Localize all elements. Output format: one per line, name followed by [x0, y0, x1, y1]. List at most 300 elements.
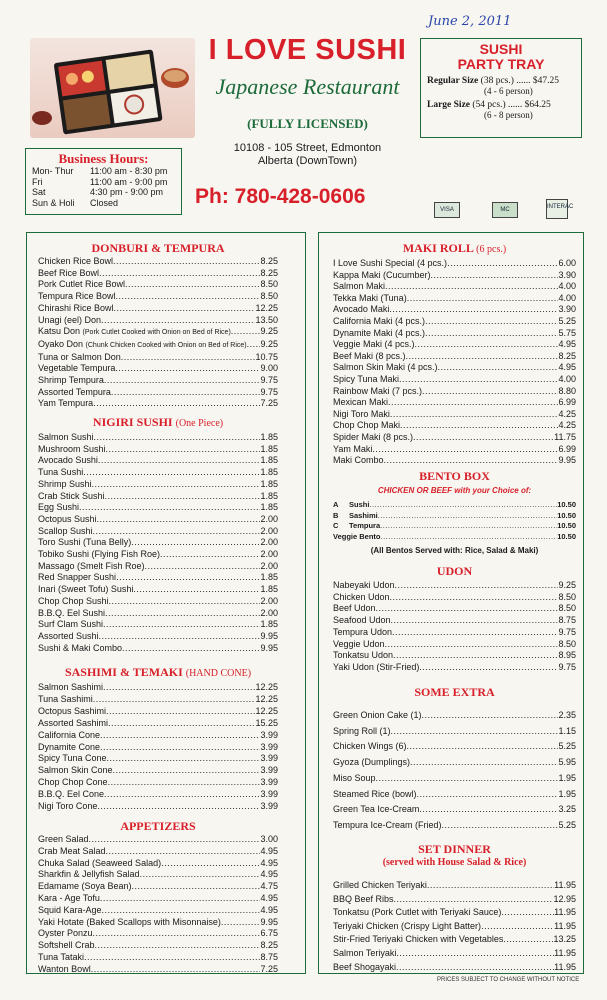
dot-leader [103, 682, 255, 694]
menu-item-price: 1.85 [260, 455, 278, 466]
menu-item [38, 352, 278, 364]
dot-leader [503, 933, 553, 947]
menu-item-name-text: Chuka Salad (Seaweed Salad) [38, 857, 162, 868]
dot-leader [99, 631, 261, 643]
dot-leader [369, 500, 557, 511]
menu-item-name-text: Chicken Rice Bowl [38, 256, 114, 266]
menu-item-name-text: Beef Rice Bowl [38, 267, 100, 278]
menu-item [333, 304, 576, 316]
menu-item-name [38, 398, 93, 410]
section-title-text: SOME EXTRA [414, 685, 495, 699]
menu-item-price: 5.25 [558, 315, 576, 326]
hours-row [32, 177, 175, 188]
regular-size-price: $47.25 [532, 76, 560, 86]
menu-item [333, 627, 576, 639]
dot-leader [384, 455, 559, 467]
hours-time: 11:00 am - 8:30 pm [90, 166, 168, 176]
menu-item-price: 8.25 [260, 940, 278, 951]
menu-item-name-text: Egg Sushi [38, 502, 80, 513]
menu-item [333, 432, 576, 444]
menu-item-name-text: B.B.Q. Eel Cone [38, 789, 105, 800]
hours-row [32, 187, 175, 198]
menu-item-name-text: Tempura Rice Bowl [38, 291, 116, 302]
menu-item-name-text: Salmon Sushi [38, 432, 94, 442]
business-hours-box [25, 148, 182, 215]
dot-leader [400, 420, 558, 432]
menu-item-price: 7.25 [260, 398, 278, 409]
section-title [333, 683, 576, 702]
dot-leader [122, 643, 260, 655]
menu-item-name [333, 444, 372, 456]
large-size-pcs: (54 pcs.) ...... [472, 100, 523, 110]
menu-item-name-text: Spring Roll (1) [333, 725, 391, 736]
menu-item-price: 8.50 [558, 603, 576, 614]
menu-item-name-text: Green Onion Cake (1) [333, 710, 422, 720]
address [205, 142, 410, 168]
dot-leader [425, 316, 558, 328]
menu-item-price: 2.00 [260, 549, 278, 560]
dot-leader [106, 706, 255, 718]
menu-item-name-text: Assorted Sushi [38, 630, 99, 641]
menu-item-price: 2.00 [260, 537, 278, 548]
section-title [333, 842, 576, 856]
dot-leader [93, 694, 256, 706]
menu-item-price: 5.95 [558, 757, 576, 768]
menu-item [333, 933, 576, 947]
section-title-note: (HAND CONE) [185, 668, 252, 679]
dot-leader [113, 765, 261, 777]
dot-leader [106, 846, 261, 858]
dot-leader [380, 521, 557, 532]
section-title-note: (6 pcs.) [476, 244, 507, 255]
menu-item [38, 940, 278, 952]
menu-item-name-text: Shrimp Sushi [38, 478, 92, 489]
menu-item-price: 11.95 [554, 947, 576, 958]
menu-item-name-text: Veggie Maki (4 pcs.) [333, 339, 415, 350]
menu-item-name [38, 514, 97, 526]
menu-item [333, 893, 576, 907]
section-subtitle: (served with House Salad & Rice) [382, 857, 527, 868]
menu-item-name-text: Tekka Maki (Tuna) [333, 292, 407, 303]
menu-item [38, 718, 278, 730]
menu-item-price: 4.95 [260, 904, 278, 915]
menu-item-name-text: Sashimi [349, 510, 378, 520]
dot-leader [104, 375, 261, 387]
menu-item-price: 1.85 [260, 432, 278, 442]
menu-item [333, 639, 576, 651]
menu-item-price: 3.99 [260, 801, 278, 812]
menu-item-name-text: Tempura Ice-Cream (Fried) [333, 819, 442, 830]
menu-item-name [38, 742, 100, 754]
section-subtitle: CHICKEN OR BEEF with your Choice of: [377, 486, 532, 495]
menu-item-name [333, 893, 394, 907]
dot-leader [399, 374, 558, 386]
menu-item-name-text: Chop Chop Maki [333, 420, 401, 431]
menu-item-name-text: Miso Soup [333, 772, 376, 783]
menu-item [333, 879, 576, 893]
menu-item-price: 2.00 [260, 525, 278, 536]
menu-item [333, 374, 576, 386]
menu-item-name [333, 708, 422, 724]
dot-leader [97, 801, 260, 813]
menu-item-name [349, 521, 380, 532]
menu-item [38, 315, 278, 327]
menu-item [38, 303, 278, 315]
menu-item-name [38, 777, 108, 789]
menu-item-name [38, 905, 102, 917]
menu-item-price: 3.99 [260, 765, 278, 776]
menu-item-name-text: Maki Combo [333, 455, 384, 466]
dot-leader [114, 303, 256, 315]
bento-letter: B [333, 510, 339, 520]
dot-leader [102, 905, 261, 917]
menu-item-price: 9.95 [260, 630, 278, 641]
large-size-label: Large Size [427, 100, 471, 110]
menu-item-price: 15.25 [255, 717, 278, 728]
dot-leader [104, 789, 260, 801]
menu-item-name-text: Chop Chop Cone [38, 777, 108, 788]
menu-item [333, 258, 576, 270]
menu-item [38, 905, 278, 917]
menu-item [333, 920, 576, 934]
menu-item [38, 268, 278, 280]
menu-item-name [38, 765, 113, 777]
menu-item-name-text: Sharkfin & Jellyfish Salad [38, 869, 140, 880]
dot-leader [99, 268, 260, 280]
dot-leader [133, 584, 260, 596]
menu-item-name-text: Gyoza (Dumplings) [333, 757, 411, 768]
dot-leader [103, 619, 260, 631]
dot-leader [419, 802, 558, 818]
menu-item-name [333, 603, 376, 615]
regular-size-pcs: (38 pcs.) ...... [480, 76, 531, 86]
menu-item-price: 8.50 [260, 279, 278, 290]
dot-leader [100, 893, 261, 905]
menu-item-name-text: Octopus Sashimi [38, 705, 107, 716]
menu-item-price: 8.25 [558, 350, 576, 361]
menu-item-name-text: Salmon Maki [333, 281, 386, 292]
menu-item-name-text: Chicken Udon [333, 591, 390, 602]
menu-item-price: 7.25 [260, 963, 278, 974]
menu-item-price: 9.75 [558, 626, 576, 637]
menu-item-name-text: Yam Tempura [38, 398, 94, 409]
menu-item [38, 952, 278, 964]
menu-item-name [38, 387, 111, 399]
party-tray-title-2: PARTY TRAY [457, 56, 545, 72]
large-size-price: $64.25 [524, 100, 551, 110]
dot-leader [83, 467, 260, 479]
dot-leader [107, 753, 261, 765]
menu-item-name-text: Oyster Ponzu [38, 928, 93, 939]
menu-item-name [38, 608, 105, 620]
menu-item-price: 8.25 [260, 256, 278, 266]
menu-item-name [38, 801, 97, 813]
menu-item-name-text: Chop Chop Sushi [38, 595, 109, 606]
menu-item [38, 279, 278, 291]
menu-item-price: 1.95 [558, 772, 576, 783]
menu-item [38, 537, 278, 549]
dot-leader [111, 387, 261, 399]
menu-item [38, 256, 278, 268]
menu-item-name [349, 500, 369, 511]
menu-item-price: 1.85 [260, 443, 278, 454]
menu-item [333, 409, 576, 421]
menu-item [38, 291, 278, 303]
menu-item-name [333, 281, 385, 293]
menu-item-name [333, 304, 389, 316]
menu-item-name [333, 339, 415, 351]
menu-item [38, 387, 278, 399]
menu-item-price: 1.85 [260, 478, 278, 489]
dot-leader [392, 627, 558, 639]
hours-time: 4:30 pm - 9:00 pm [90, 187, 164, 197]
dot-leader [407, 739, 559, 755]
menu-item [38, 455, 278, 467]
menu-item-name-text: Chicken Wings (6) [333, 741, 407, 752]
menu-item-name-text: Spicy Tuna Maki [333, 373, 400, 384]
menu-item-name [38, 917, 221, 929]
menu-item-price: 4.95 [558, 339, 576, 350]
menu-item-name-text: Rainbow Maki (7 pcs.) [333, 385, 423, 396]
menu-item-name [38, 643, 122, 655]
menu-item [38, 631, 278, 643]
menu-item [333, 724, 576, 740]
menu-item [333, 386, 576, 398]
menu-item [333, 328, 576, 340]
menu-item-price: 1.15 [558, 725, 576, 736]
menu-item [38, 706, 278, 718]
menu-item [333, 603, 576, 615]
hours-day: Sat [32, 187, 46, 197]
menu-item-price: 5.25 [558, 741, 576, 752]
restaurant-subtitle: Japanese Restaurant [215, 74, 400, 99]
section-title [38, 818, 278, 834]
menu-item-price: 1.95 [558, 788, 576, 799]
menu-item-price: 1.85 [260, 619, 278, 630]
dot-leader [106, 444, 261, 456]
dot-leader [396, 947, 554, 961]
dot-leader [105, 608, 260, 620]
menu-item-price: 4.95 [260, 869, 278, 880]
menu-item [38, 801, 278, 813]
hours-row [32, 166, 175, 177]
menu-item-name-text: BBQ Beef Ribs [333, 893, 394, 904]
menu-item-name [333, 639, 385, 651]
menu-item [38, 584, 278, 596]
menu-item-name-text: Massago (Smelt Fish Roe) [38, 560, 145, 571]
menu-item-price: 13.25 [553, 934, 576, 945]
menu-item-name [38, 363, 115, 375]
menu-item-price: 10.50 [557, 510, 576, 520]
menu-item-price: 1.85 [260, 584, 278, 595]
menu-item-price: 3.99 [260, 729, 278, 740]
dot-leader [92, 479, 261, 491]
dot-leader [391, 724, 559, 740]
menu-item [38, 753, 278, 765]
menu-item [38, 682, 278, 694]
menu-item-name [38, 339, 247, 352]
menu-item-name-text: Scallop Sushi [38, 525, 93, 536]
menu-item-name [333, 802, 419, 818]
menu-item-name [38, 279, 125, 291]
menu-item-price: 2.00 [260, 595, 278, 606]
menu-item-name [38, 352, 121, 364]
menu-item-price: 4.00 [558, 281, 576, 292]
dot-leader [116, 572, 260, 584]
dot-leader [391, 615, 559, 627]
menu-item-name [333, 351, 406, 363]
section-title-text: BENTO BOX [419, 469, 490, 483]
section-title-text: APPETIZERS [120, 819, 196, 833]
dot-leader [116, 291, 261, 303]
dot-leader [447, 258, 558, 270]
menu-item-name [333, 432, 413, 444]
dot-leader [93, 526, 261, 538]
menu-item-price: 2.00 [260, 607, 278, 618]
menu-item-name-text: Tuna or Salmon Don [38, 351, 121, 362]
menu-item-price: 6.99 [558, 443, 576, 454]
dot-leader [125, 279, 260, 291]
menu-item-name [38, 572, 116, 584]
menu-item-name [38, 940, 95, 952]
menu-item [38, 549, 278, 561]
menu-item [333, 615, 576, 627]
menu-item-name [38, 964, 91, 976]
hours-row [32, 198, 175, 209]
menu-item-name [333, 650, 393, 662]
bento-letter: C [333, 521, 339, 530]
menu-item-price: 9.95 [260, 916, 278, 927]
price-disclaimer: PRICES SUBJECT TO CHANGE WITHOUT NOTICE [437, 977, 580, 983]
menu-item [38, 765, 278, 777]
menu-section-some-extra [333, 683, 576, 834]
menu-item-name-text: Squid Kara-Age [38, 904, 102, 915]
menu-item-price: 3.90 [558, 269, 576, 280]
dot-leader [93, 398, 260, 410]
menu-item-price: 4.25 [558, 420, 576, 431]
menu-item-name [38, 432, 94, 444]
dot-leader [407, 293, 559, 305]
section-title-text: DONBURI & TEMPURA [91, 241, 225, 255]
dot-leader [427, 879, 554, 893]
section-title [333, 563, 576, 580]
menu-item-name-text: Crab Meat Salad [38, 845, 106, 856]
dot-leader [417, 787, 559, 803]
menu-item-name [349, 511, 378, 522]
licensed-note: (FULLY LICENSED) [247, 116, 368, 131]
dot-leader [385, 639, 559, 651]
dot-leader [390, 409, 559, 421]
menu-item-price: 12.25 [255, 302, 278, 313]
menu-item [38, 694, 278, 706]
menu-item [38, 619, 278, 631]
menu-item-name-text: Avocado Sushi [38, 455, 98, 466]
menu-item [333, 521, 576, 532]
menu-item-name [333, 397, 388, 409]
menu-item-name [333, 455, 384, 467]
menu-item-price: 8.75 [260, 951, 278, 962]
menu-item-price: 9.75 [260, 386, 278, 397]
menu-item-name [38, 291, 116, 303]
dot-leader [109, 596, 261, 608]
menu-item-name-text: Wanton Bowl [38, 963, 91, 974]
menu-item [333, 397, 576, 409]
menu-item-name [333, 592, 390, 604]
menu-section-appetizers [38, 818, 278, 976]
menu-item-price: 4.00 [558, 292, 576, 303]
menu-item-name-text: Veggie Bento [333, 531, 381, 541]
section-title-text: NIGIRI SUSHI [92, 415, 173, 429]
menu-item-price: 3.00 [260, 834, 278, 844]
menu-item [333, 592, 576, 604]
dot-leader [231, 326, 261, 338]
menu-item-name [38, 952, 84, 964]
menu-item [333, 906, 576, 920]
menu-item [38, 572, 278, 584]
menu-item-name [38, 730, 100, 742]
menu-item [333, 455, 576, 467]
menu-item-name [38, 834, 89, 846]
menu-item-name [333, 771, 376, 787]
menu-item-name-text: Oyako Don [38, 338, 84, 349]
menu-item-name-text: Seafood Udon [333, 615, 391, 626]
dot-leader [372, 444, 558, 456]
menu-item [333, 818, 576, 834]
menu-item-price: 6.99 [558, 397, 576, 408]
menu-item-name [333, 258, 447, 270]
menu-item-name-text: Tempura [349, 521, 381, 530]
menu-item-name-text: Tonkatsu (Pork Cutlet with Teriyaki Sauce) [333, 907, 502, 918]
menu-section-set-dinner [333, 842, 576, 974]
menu-item-name [38, 549, 160, 561]
menu-item-name [333, 615, 391, 627]
dot-leader [94, 432, 261, 444]
menu-item-name [333, 920, 481, 934]
menu-item-price: 11.95 [554, 961, 576, 972]
menu-item [38, 502, 278, 514]
party-tray-title-1: SUSHI [479, 41, 523, 57]
menu-item-price: 10.50 [557, 500, 576, 509]
menu-item-name [333, 580, 395, 592]
menu-item-price: 12.95 [553, 893, 576, 904]
menu-item-name [38, 718, 108, 730]
party-tray-regular [427, 76, 575, 86]
menu-item [38, 398, 278, 410]
menu-item-name-text: Green Salad [38, 834, 89, 844]
dot-leader [95, 940, 261, 952]
menu-item-name [333, 961, 396, 975]
menu-item-price: 4.95 [260, 857, 278, 868]
menu-section-udon [333, 563, 576, 674]
dot-leader [101, 315, 255, 327]
menu-item-name [333, 818, 442, 834]
menu-item-name-text: Assorted Tempura [38, 386, 111, 397]
menu-item [38, 375, 278, 387]
regular-size-label: Regular Size [427, 76, 479, 86]
menu-item-name [333, 787, 417, 803]
menu-item-name-text: Dynamite Maki (4 pcs.) [333, 327, 426, 338]
menu-item-name-text: Beef Shogayaki [333, 961, 397, 972]
dot-leader [376, 771, 559, 787]
menu-item-price: 8.50 [260, 291, 278, 302]
menu-item-name [333, 739, 407, 755]
hours-day: Sun & Holi [32, 197, 75, 208]
menu-item-price: 8.50 [558, 638, 576, 649]
menu-item-name [38, 858, 161, 870]
menu-item-price: 11.95 [554, 920, 576, 931]
visa-card-icon: VISA [434, 202, 460, 218]
dot-leader [376, 603, 559, 615]
